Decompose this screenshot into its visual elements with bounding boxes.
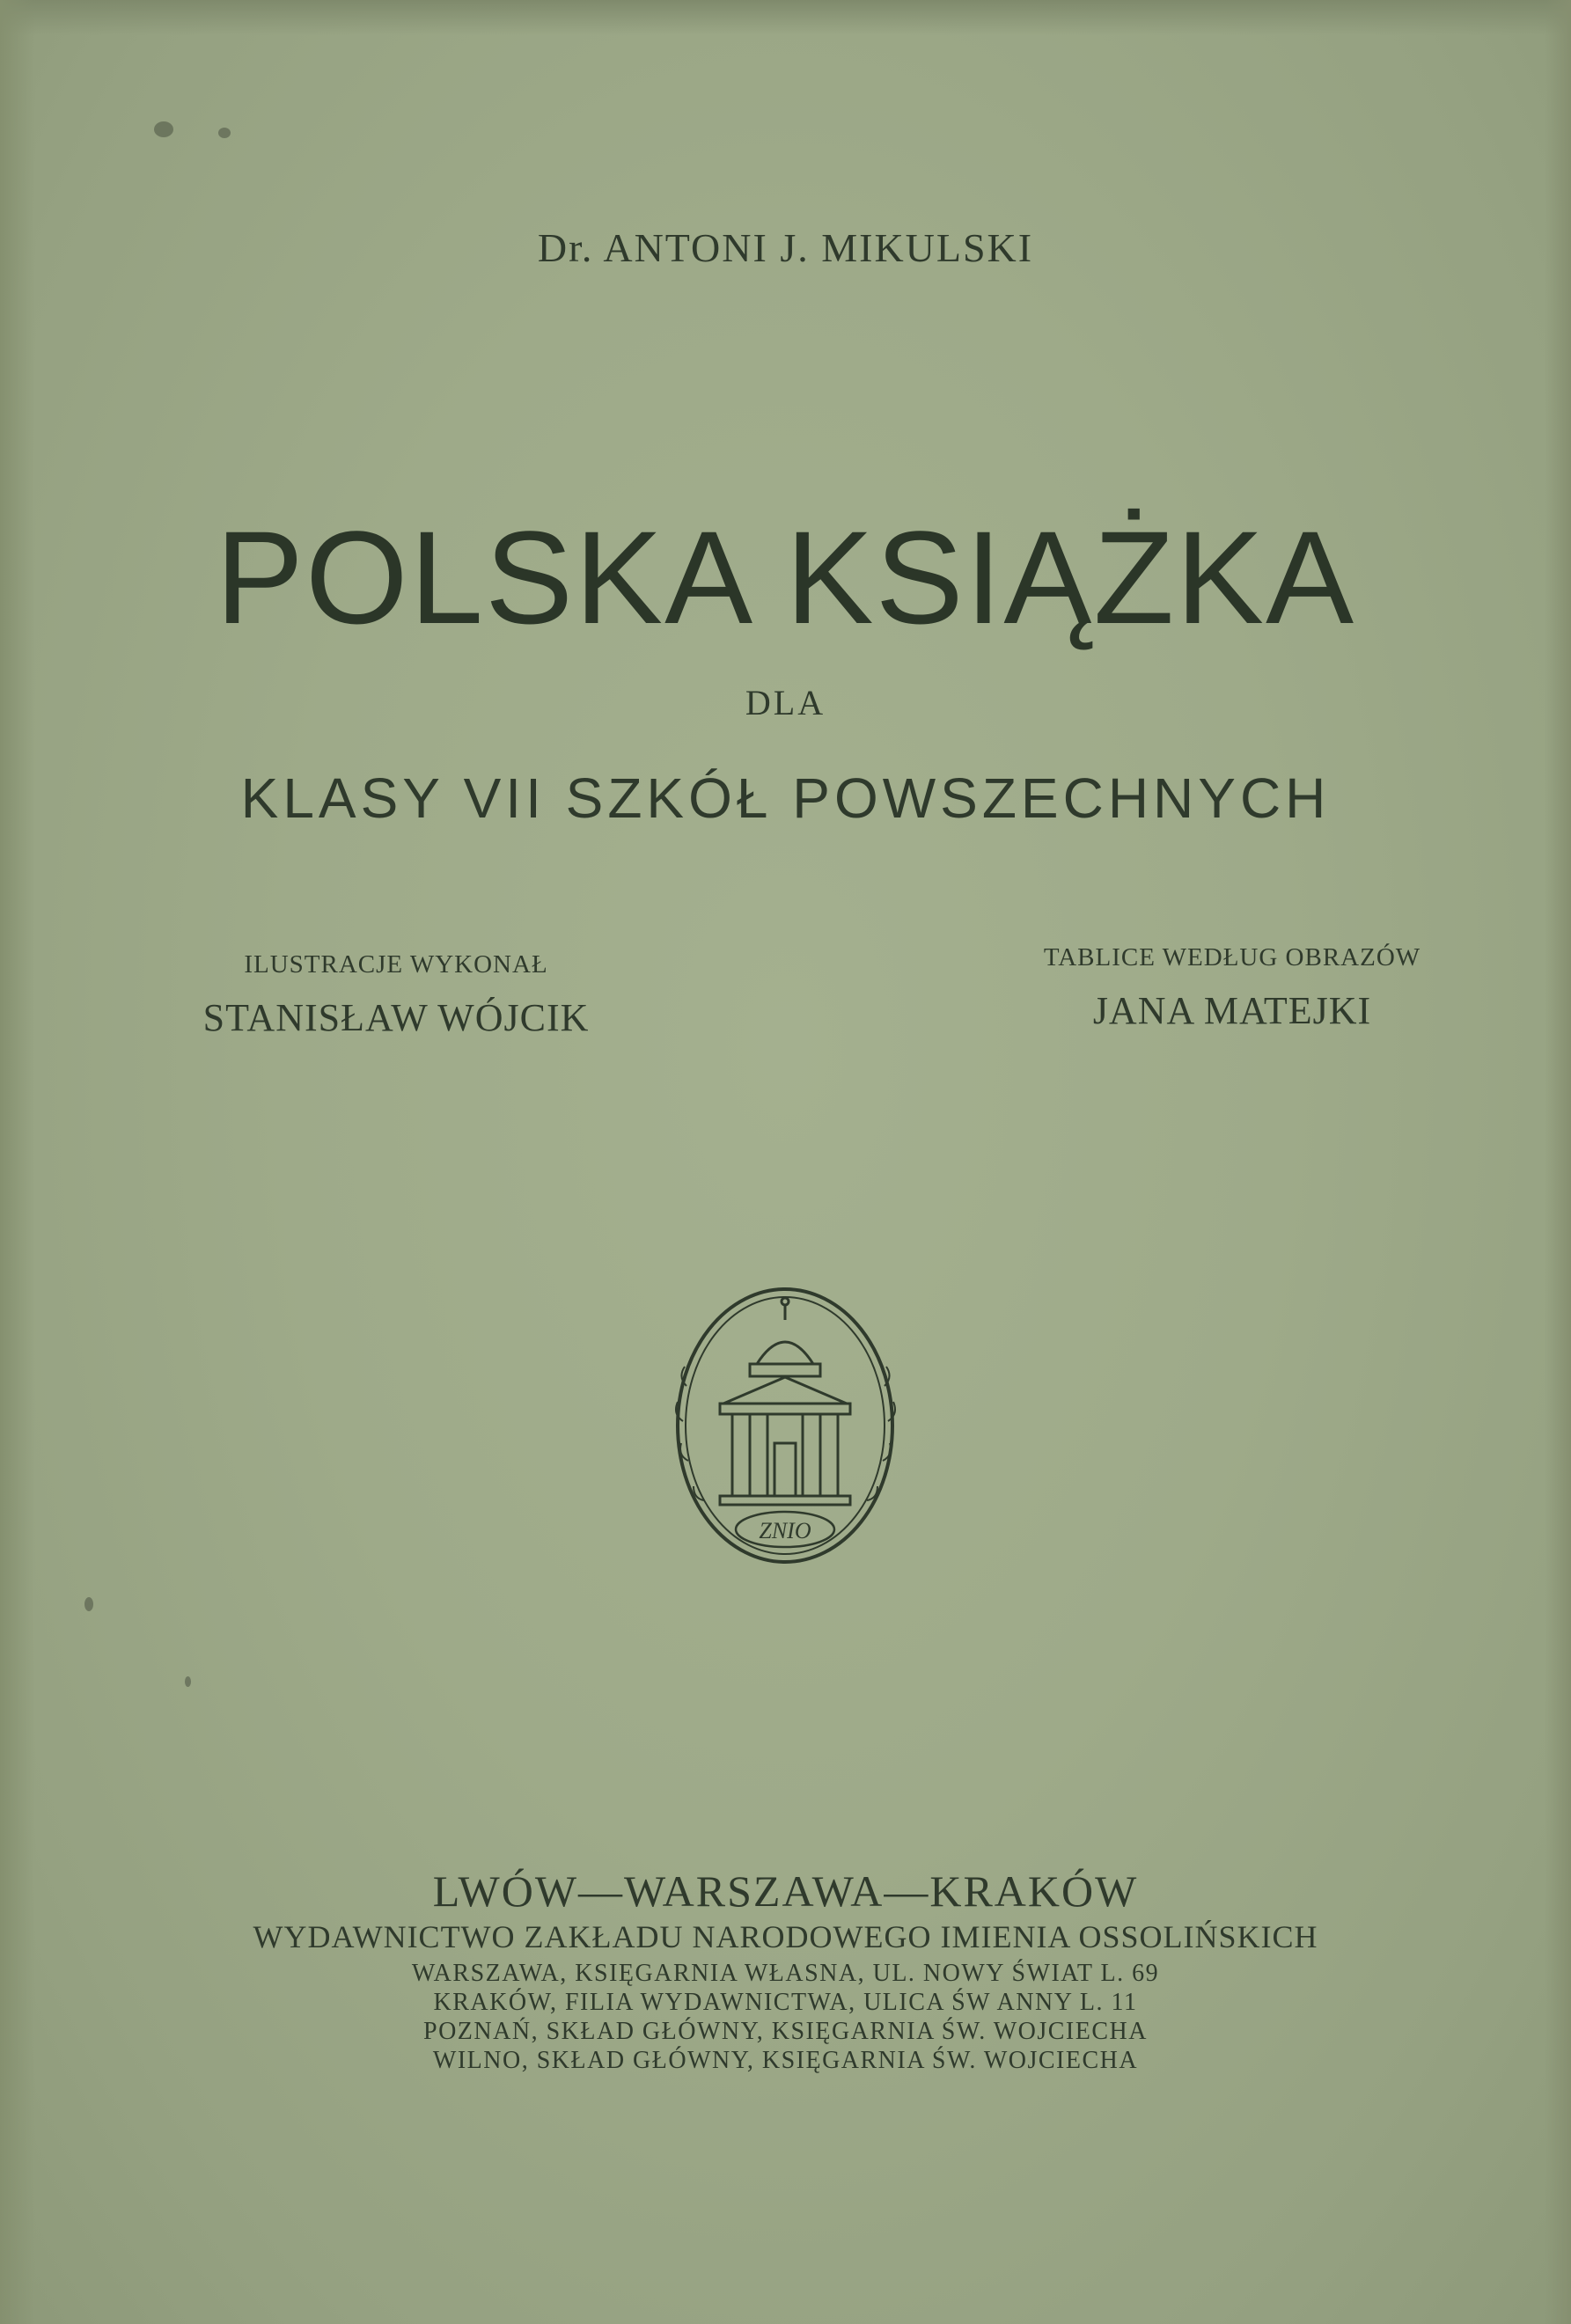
publisher-name: WYDAWNICTWO ZAKŁADU NARODOWEGO IMIENIA OSSOLIŃSKICH <box>253 1919 1318 1954</box>
illustrations-label: ILUSTRACJE WYKONAŁ <box>244 950 548 979</box>
illustrator-name: STANISŁAW WÓJCIK <box>202 996 590 1039</box>
ink-spot <box>218 128 231 138</box>
book-title: POLSKA KSIĄŻKA <box>215 503 1356 651</box>
illustrations-credit <box>180 950 612 1040</box>
plates-label: TABLICE WEDŁUG OBRAZÓW <box>1043 943 1421 971</box>
ink-spot <box>185 1676 191 1687</box>
emblem-monogram: ZNIO <box>759 1518 811 1543</box>
book-subtitle: KLASY VII SZKÓŁ POWSZECHNYCH <box>240 766 1331 830</box>
publisher-address: WARSZAWA, KSIĘGARNIA WŁASNA, UL. NOWY ŚWIAT L. 69 <box>411 1960 1160 1987</box>
plates-credit <box>1003 943 1461 1033</box>
ossolineum-building-emblem-icon <box>669 1280 902 1571</box>
publisher-address: POZNAŃ, SKŁAD GŁÓWNY, KSIĘGARNIA ŚW. WOJCIECHA <box>423 2018 1148 2045</box>
ink-spot <box>154 121 173 137</box>
ink-spot <box>84 1597 93 1611</box>
publication-cities: LWÓW—WARSZAWA—KRAKÓW <box>432 1866 1139 1916</box>
publisher-address: KRAKÓW, FILIA WYDAWNICTWA, ULICA ŚW ANNY L. 11 <box>433 1989 1138 2016</box>
painter-name: JANA MATEJKI <box>1092 989 1372 1032</box>
worn-top-edge <box>0 0 1571 35</box>
author-name: Dr. ANTONI J. MIKULSKI <box>537 225 1034 270</box>
title-connector: DLA <box>745 683 826 722</box>
publisher-address: WILNO, SKŁAD GŁÓWNY, KSIĘGARNIA ŚW. WOJCIECHA <box>432 2047 1139 2074</box>
emblem-drawing <box>669 1280 902 1571</box>
